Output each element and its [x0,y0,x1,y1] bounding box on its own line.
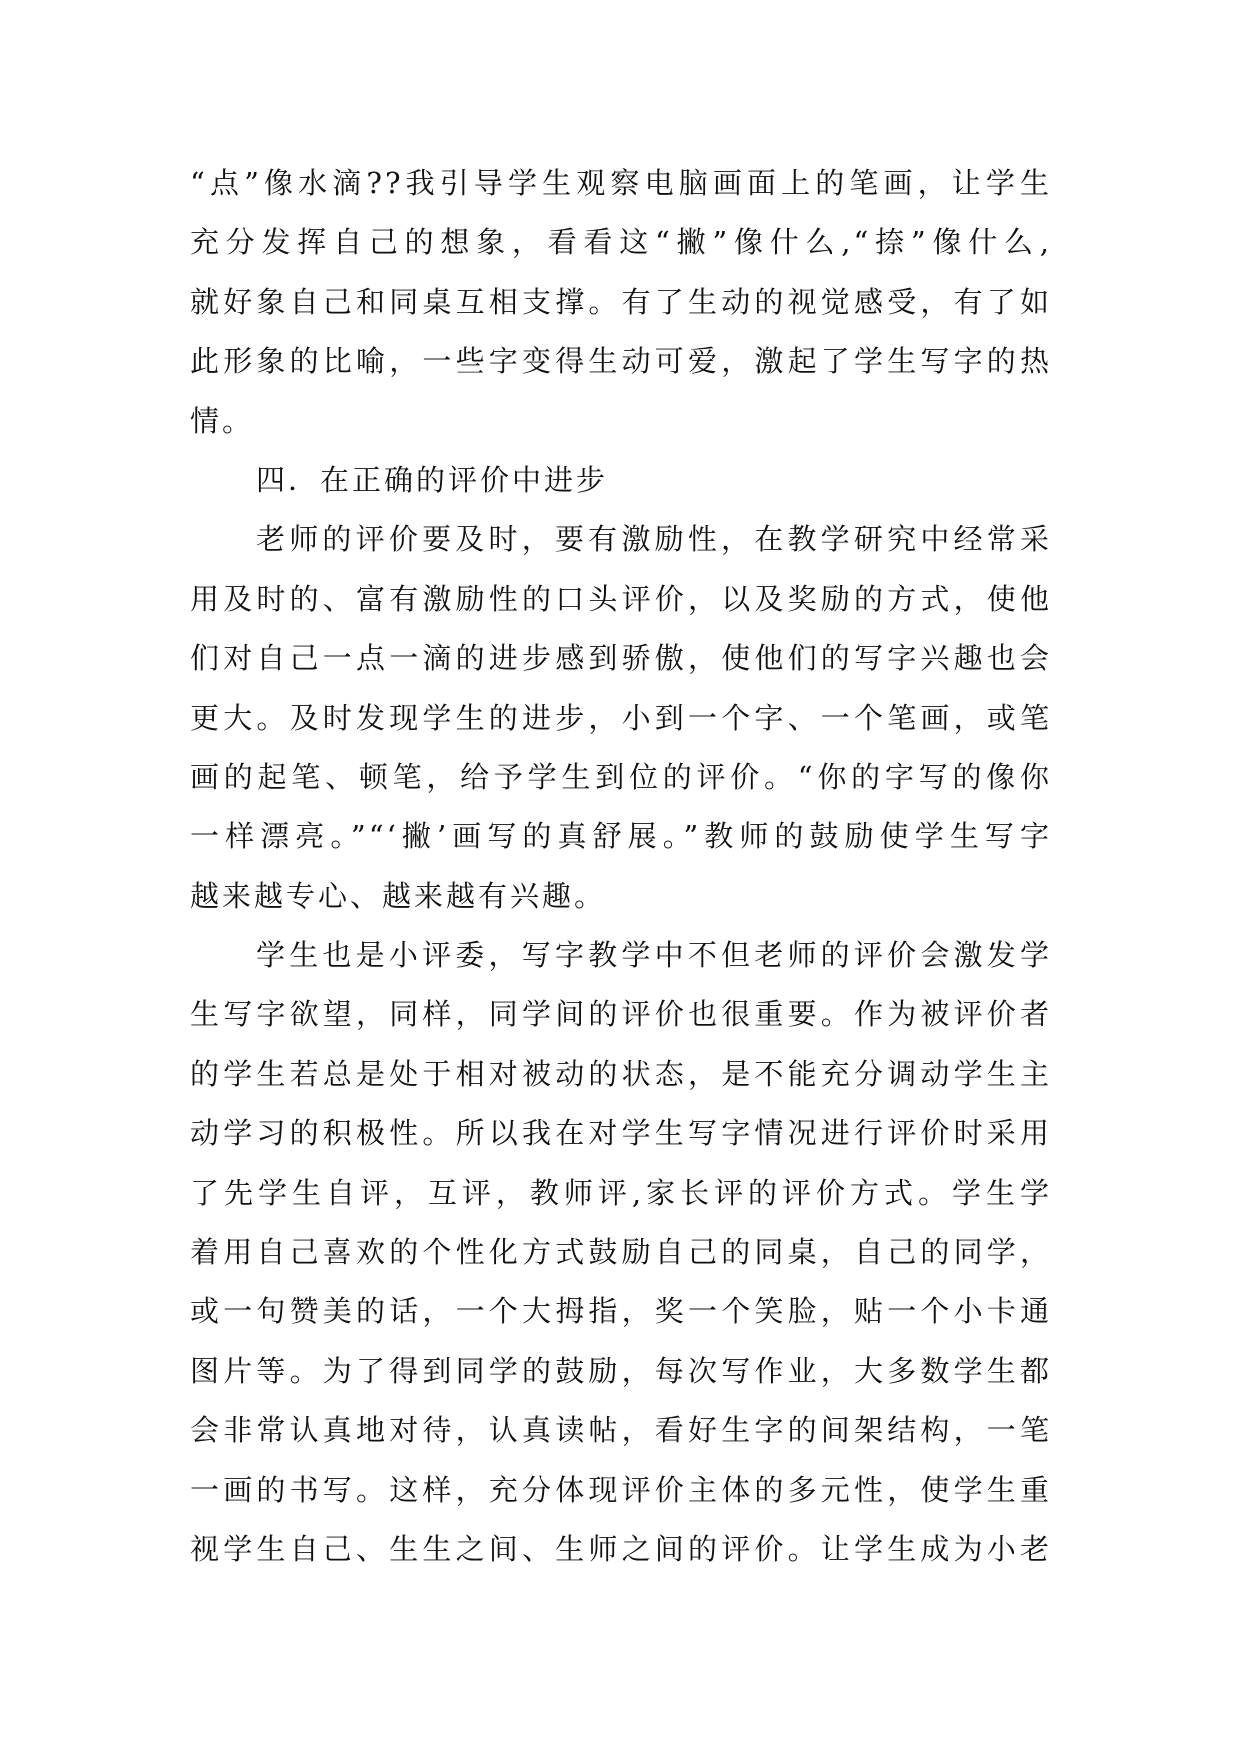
paragraph-line: 一样漂亮。”“‘撇’画写的真舒展。”教师的鼓励使学生写字 [190,819,1052,854]
document-body [190,154,1052,1579]
paragraph-line: 学生也是小评委，写字教学中不但老师的评价会激发学 [256,938,1052,973]
paragraph-line: “点”像水滴??我引导学生观察电脑画面上的笔画，让学生 [190,166,1052,200]
paragraph-line: 老师的评价要及时，要有激励性，在教学研究中经常采 [256,522,1052,557]
paragraph-line: 更大。及时发现学生的进步，小到一个字、一个笔画，或笔 [190,700,1052,735]
paragraph-line: 的学生若总是处于相对被动的状态，是不能充分调动学生主 [190,1056,1052,1091]
paragraph-line: 充分发挥自己的想象，看看这“撇”像什么,“捺”像什么, [190,225,1052,260]
paragraph-line: 情。 [190,403,255,438]
paragraph-line: 们对自己一点一滴的进步感到骄傲，使他们的写字兴趣也会 [190,641,1052,676]
paragraph-line: 画的起笔、顿笔，给予学生到位的评价。“你的字写的像你 [190,759,1052,794]
paragraph-line: 图片等。为了得到同学的鼓励，每次写作业，大多数学生都 [190,1353,1052,1388]
paragraph-line: 动学习的积极性。所以我在对学生写字情况进行评价时采用 [190,1116,1052,1151]
paragraph-line: 视学生自己、生生之间、生师之间的评价。让学生成为小老 [190,1531,1052,1566]
paragraph-line: 就好象自己和同桌互相支撑。有了生动的视觉感受，有了如 [190,284,1052,319]
paragraph-line: 会非常认真地对待，认真读帖，看好生字的间架结构，一笔 [190,1413,1052,1448]
paragraph-line: 生写字欲望，同样，同学间的评价也很重要。作为被评价者 [190,997,1052,1032]
paragraph-line: 此形象的比喻，一些字变得生动可爱，激起了学生写字的热 [190,344,1052,379]
paragraph-line: 着用自己喜欢的个性化方式鼓励自己的同桌，自己的同学， [190,1235,1052,1270]
paragraph-line: 一画的书写。这样，充分体现评价主体的多元性，使学生重 [190,1472,1052,1507]
paragraph-line: 了先学生自评，互评，教师评,家长评的评价方式。学生学 [190,1175,1052,1210]
paragraph-line: 越来越专心、越来越有兴趣。 [190,878,607,913]
section-heading: 四．在正确的评价中进步 [256,462,609,497]
paragraph-line: 或一句赞美的话，一个大拇指，奖一个笑脸，贴一个小卡通 [190,1294,1052,1329]
paragraph-line: 用及时的、富有激励性的口头评价，以及奖励的方式，使他 [190,581,1052,616]
